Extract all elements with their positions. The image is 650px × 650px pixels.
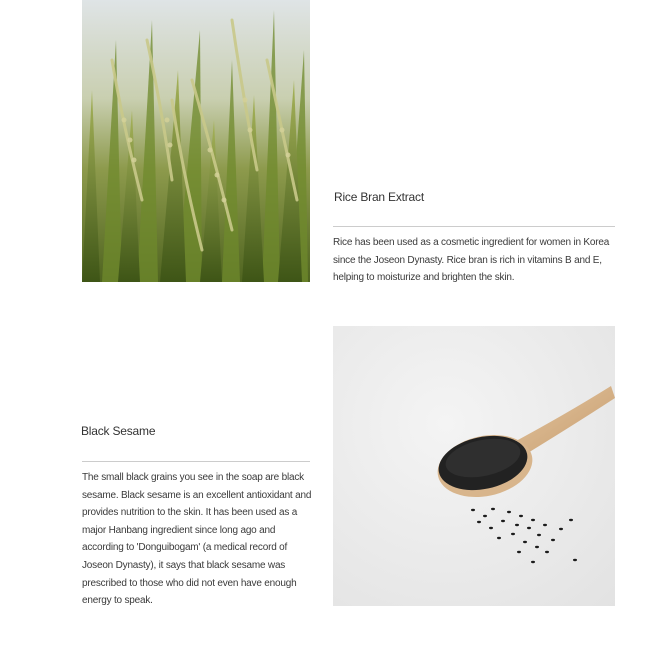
sesame-divider [82, 461, 310, 462]
rice-bran-description: Rice has been used as a cosmetic ingredient for women in Korea since the Joseon Dynasty. Rice bran is rich in vitamins B and E, helping to moisturize and brighten the skin. [333, 237, 610, 284]
black-sesame-title: Black Sesame [81, 424, 156, 438]
rice-divider [333, 226, 615, 227]
black-sesame-description: The small black grains you see in the soap are black sesame. Black sesame is an excellent antioxidant and provides nutrition to the skin. It has been used as a major Hanbang ingredient since long ago and according to 'Donguibogam' (a medical record of Joseon Dynasty), it says that black sesame was prescribed to those who did not even have enough energy to speak. [82, 472, 312, 607]
rice-bran-title: Rice Bran Extract [334, 190, 424, 204]
black-sesame-spoon-photo [333, 326, 615, 606]
rice-field-photo [82, 0, 310, 282]
